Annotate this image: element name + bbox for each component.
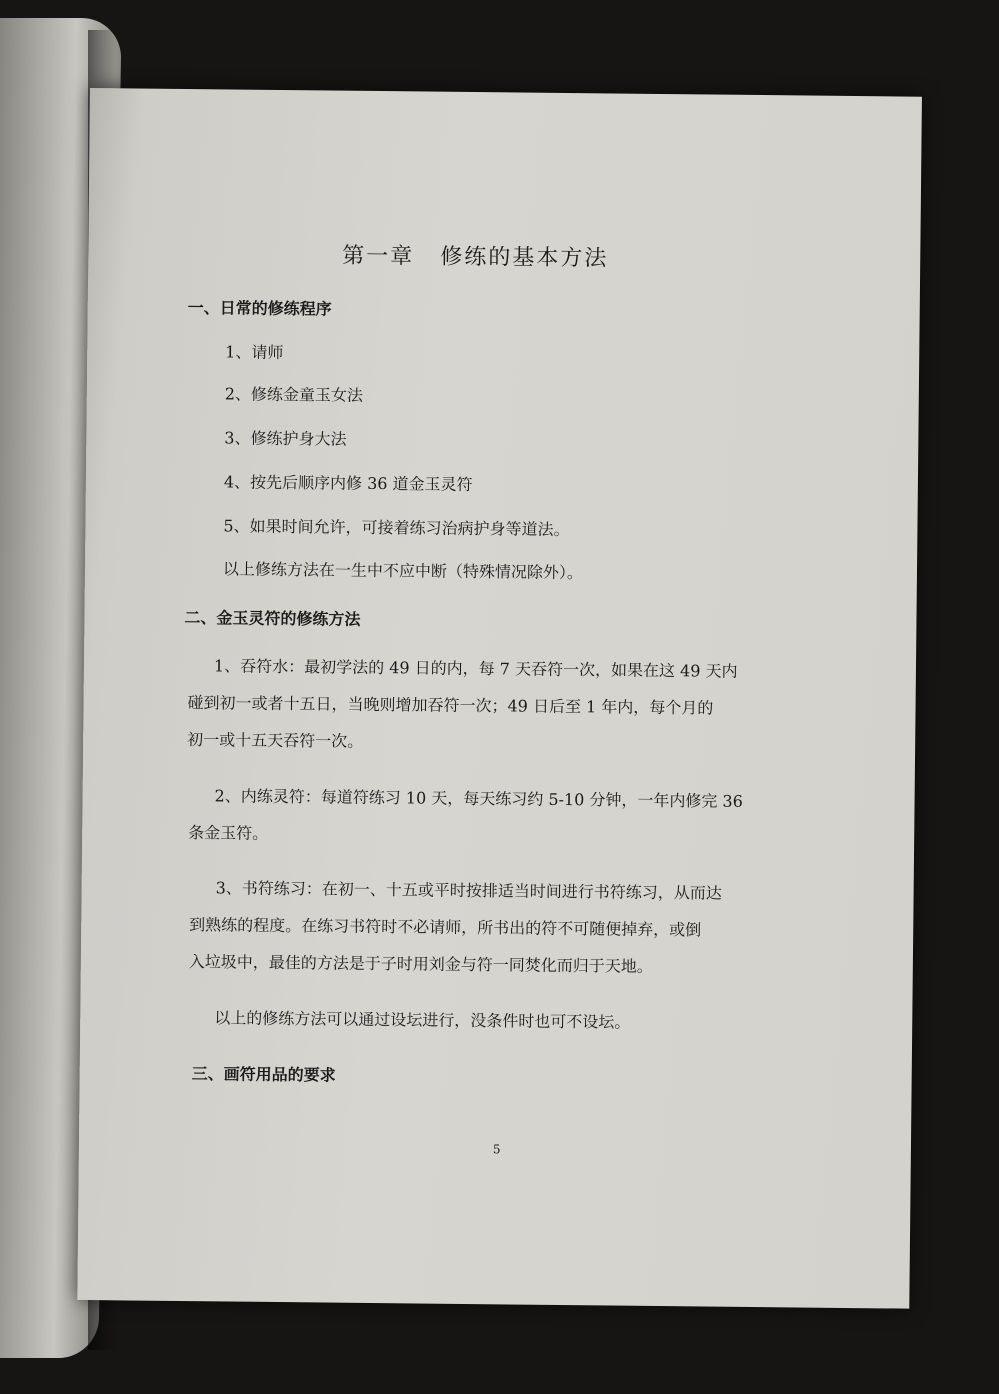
chapter-number: 第一章 <box>342 243 415 270</box>
section1-item-5: 5、如果时间允许，可接着练习治病护身等道法。 <box>223 516 570 540</box>
section2-paragraph-3 <box>189 869 722 986</box>
section2-paragraph-2 <box>188 777 743 857</box>
section1-item-4: 4、按先后顺序内修 36 道金玉灵符 <box>223 472 473 495</box>
paragraph-line: 1、吞符水：最初学法的 49 日的内，每 7 天吞符一次，如果在这 49 天内 <box>213 656 738 681</box>
section1-item-2: 2、修练金童玉女法 <box>224 384 364 405</box>
section3-heading: 三、画符用品的要求 <box>191 1064 336 1085</box>
page-number: 5 <box>492 1142 501 1157</box>
paragraph-line: 入垃圾中，最佳的方法是于子时用刘金与符一同焚化而归于天地。 <box>188 952 653 976</box>
section1-item-1: 1、请师 <box>225 342 284 363</box>
chapter-title <box>342 239 608 273</box>
section2-heading: 二、金玉灵符的修练方法 <box>184 608 361 629</box>
section1-heading: 一、日常的修练程序 <box>187 298 332 319</box>
paragraph-line: 初一或十五天吞符一次。 <box>187 730 364 751</box>
paragraph-line: 3、书符练习：在初一、十五或平时按排适当时间进行书符练习，从而达 <box>215 878 722 903</box>
section1-note: 以上修练方法在一生中不应中断（特殊情况除外）。 <box>222 559 584 583</box>
section1-item-3: 3、修练护身大法 <box>224 428 347 449</box>
paragraph-line: 到熟练的程度。在练习书符时不必请师，所书出的符不可随便掉弃，或倒 <box>189 915 702 940</box>
section2-paragraph-1 <box>187 647 738 764</box>
chapter-name: 修练的基本方法 <box>440 244 609 272</box>
section2-note: 以上的修练方法可以通过设坛进行，没条件时也可不设坛。 <box>214 1008 631 1032</box>
paragraph-line: 2、内练灵符：每道符练习 10 天，每天练习约 5-10 分钟，一年内修完 36 <box>214 786 743 811</box>
document-page <box>77 88 922 1309</box>
paragraph-line: 碰到初一或者十五日，当晚则增加吞符一次；49 日后至 1 年内，每个月的 <box>187 693 714 718</box>
paragraph-line: 条金玉符。 <box>188 823 269 843</box>
